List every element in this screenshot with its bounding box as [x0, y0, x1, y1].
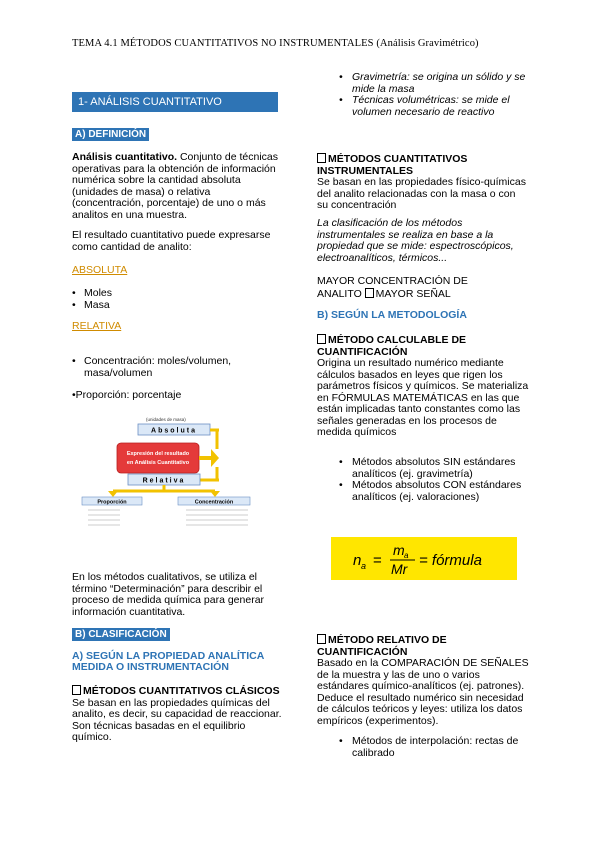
- header-subtitle: (Análisis Gravimétrico): [376, 38, 479, 49]
- metodos-paragraph: En los métodos cualitativos, se utiliza el término “Determinación” para describir el proceso de medida química para generar información cuantitativa.: [72, 571, 265, 618]
- clasicos-heading: [72, 685, 284, 698]
- list-item: • Masa: [72, 300, 284, 312]
- relativa-label: [72, 321, 284, 333]
- definition-text: Conjunto de técnicas operativas para la obtención de información numérica sobre la cantidad absoluta (unidades de masa) o relativa (concentración, porcentaje) de uno o más analitos en una muestra.: [72, 151, 279, 221]
- definition-paragraph: [72, 152, 284, 221]
- absoluta-box-label: Absoluta: [151, 427, 197, 435]
- expresion-box: [117, 443, 199, 473]
- absoluta-label-text: ABSOLUTA: [72, 264, 128, 276]
- checkbox-icon: [317, 634, 326, 644]
- list-item: • Moles: [72, 288, 284, 300]
- section-heading: 1- ANÁLISIS CUANTITATIVO: [72, 92, 278, 112]
- arrow-down-icon: [210, 491, 220, 497]
- tag-definicion: [72, 128, 149, 141]
- concentracion-box-label: Concentración: [194, 499, 234, 506]
- header-title: TEMA 4.1 MÉTODOS CUANTITATIVOS NO INSTRUMENTALES: [72, 38, 374, 49]
- instrumentales-text: Se basan en las propiedades físico-químicas del analito relacionadas con la masa o con su concentración: [317, 176, 526, 211]
- formula-eq: =: [373, 552, 382, 569]
- formula-m: m: [393, 542, 405, 558]
- formula-n: n: [353, 552, 362, 569]
- page-header: [72, 38, 479, 49]
- list-item: • Concentración: moles/volumen, masa/volumen: [72, 356, 284, 379]
- tag-definicion-label: A) DEFINICIÓN: [72, 128, 149, 141]
- absoluta-label: [72, 265, 284, 277]
- formula-box: [331, 537, 517, 580]
- formula-Mr: Mr: [391, 561, 408, 577]
- formula-svg: [331, 537, 517, 580]
- list-item: • Técnicas volumétricas: se mide el volumen necesario de reactivo: [339, 95, 527, 118]
- tag-clasificacion: [72, 628, 170, 641]
- mayor-line3-text: MAYOR SEÑAL: [375, 287, 451, 300]
- mayor-line2: [317, 288, 527, 301]
- formula-m-sub: a: [404, 551, 409, 560]
- mayor-senal-block: [317, 276, 527, 300]
- calculable-text: Origina un resultado numérico mediante cálculos basados en leyes que rigen los parámetros físicos y químicos. Se materializa en FÓRMULAS MATEMÁTICAS en las que están implicadas tanto constantes como las señales generadas en los procesos de medida químicos: [317, 357, 529, 438]
- relativo-list: [339, 736, 527, 759]
- list-item: • Gravimetría: se origina un sólido y se mide la masa: [339, 72, 527, 95]
- checkbox-icon: [72, 685, 81, 695]
- expresion-line2: en Análisis Cuantitativo: [126, 460, 190, 466]
- mayor-line2-text: ANALITO: [317, 287, 362, 300]
- list-item: • Métodos de interpolación: rectas de calibrado: [339, 736, 527, 759]
- arrow-right-icon: [211, 449, 219, 467]
- formula-tail: = fórmula: [419, 552, 482, 569]
- relativo-heading: [317, 634, 529, 658]
- mayor-line1: MAYOR CONCENTRACIÓN DE: [317, 275, 468, 287]
- calculable-block: [317, 334, 529, 439]
- result-paragraph: El resultado cuantitativo puede expresarse como cantidad de analito:: [72, 229, 271, 253]
- checkbox-icon: [317, 153, 326, 163]
- checkbox-icon: [317, 334, 326, 344]
- propiedad-heading: A) SEGÚN LA PROPIEDAD ANALÍTICA MEDIDA O INSTRUMENTACIÓN: [72, 650, 264, 673]
- diagram-top-note: (unidades de masa): [146, 417, 186, 422]
- relativa-list: [72, 356, 284, 379]
- relativo-heading-text: MÉTODO RELATIVO DE CUANTIFICACIÓN: [317, 634, 447, 658]
- instrumentales-heading-text: MÉTODOS CUANTITATIVOS INSTRUMENTALES: [317, 153, 468, 177]
- relativo-block: [317, 634, 529, 727]
- relativo-text: Basado en la COMPARACIÓN DE SEÑALES de la muestra y las de uno o varios estándares químico-analíticos (ej. patrones). Deduce el resultado numérico sin necesidad de cálculos teóricos y leyes: utiliza los datos empíricos (experimentos).: [317, 657, 529, 727]
- instrumentales-block: [317, 153, 527, 212]
- metodologia-heading: B) SEGÚN LA METODOLOGÍA: [317, 309, 467, 321]
- relativa-box-label: Relativa: [142, 477, 186, 485]
- tag-clasificacion-label: B) CLASIFICACIÓN: [72, 628, 170, 641]
- list-item: • Métodos absolutos CON estándares analíticos (ej. valoraciones): [339, 480, 527, 503]
- clasicos-text: Se basan en las propiedades químicas del analito, es decir, su capacidad de reaccionar. Son técnicas basadas en el equilibrio químico.: [72, 696, 282, 743]
- definition-term: Análisis cuantitativo.: [72, 151, 178, 163]
- calculable-heading: [317, 334, 529, 358]
- absoluta-list: [72, 288, 284, 311]
- clasicos-heading-text: MÉTODOS CUANTITATIVOS CLÁSICOS: [83, 685, 280, 697]
- arrow-icon: [365, 288, 374, 298]
- section-heading-box: [72, 92, 278, 112]
- diagram-detail-lines: [88, 510, 248, 525]
- relativa-label-text: RELATIVA: [72, 320, 122, 332]
- clasicos-block: [72, 685, 284, 744]
- clasificacion-paragraph: La clasificación de los métodos instrumentales se realiza en base a la propiedad que se mide: espectroscópicos, electroanalíticos, térmicos...: [317, 217, 514, 264]
- arrow-down-icon: [108, 491, 118, 497]
- instrumentales-heading: [317, 153, 527, 177]
- calculable-list: [339, 457, 527, 503]
- proporcion-box-label: Proporción: [97, 499, 127, 506]
- proporcion-item: •Proporción: porcentaje: [72, 389, 182, 401]
- list-item: • Métodos absolutos SIN estándares analíticos (ej. gravimetría): [339, 457, 527, 480]
- formula-sub-a: a: [361, 561, 367, 571]
- top-technique-list: [339, 72, 527, 118]
- calculable-heading-text: MÉTODO CALCULABLE DE CUANTIFICACIÓN: [317, 334, 467, 358]
- expression-diagram: [80, 412, 270, 532]
- expresion-line1: Expresión del resultado: [126, 451, 190, 457]
